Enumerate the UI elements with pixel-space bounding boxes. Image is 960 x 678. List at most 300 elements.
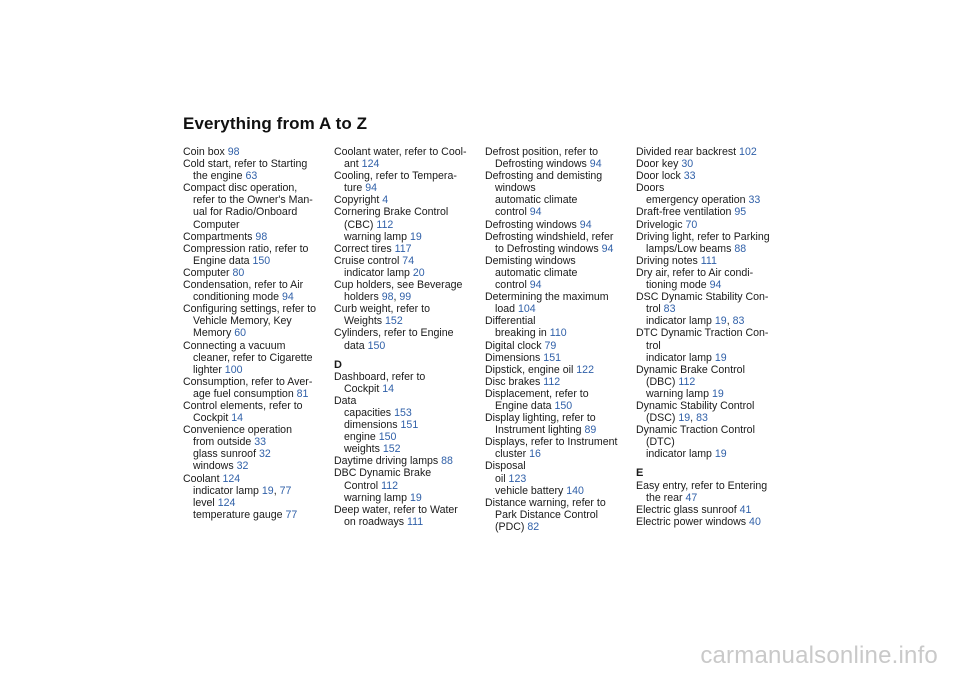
index-entry-text: Disc brakes xyxy=(485,375,544,388)
index-entry-text: Disposal xyxy=(485,460,526,473)
index-entry xyxy=(334,303,479,315)
index-entry xyxy=(183,219,328,231)
index-entry-text: Engine data xyxy=(495,399,555,412)
page-ref-link[interactable]: 94 xyxy=(529,206,542,219)
page-ref-link[interactable]: 32 xyxy=(258,448,271,461)
index-entry-text: temperature gauge xyxy=(193,508,286,521)
index-entry-text: to Defrosting windows xyxy=(495,242,602,255)
index-entry-text: Determining the maximum xyxy=(485,291,609,304)
index-entry xyxy=(334,146,479,158)
index-entry-text: Divided rear backrest xyxy=(636,146,740,158)
index-entry xyxy=(183,412,328,424)
index-entry-text: Deep water, refer to Water xyxy=(334,503,458,516)
index-entry xyxy=(636,194,781,206)
index-entry-text: Defrosting windows xyxy=(485,218,580,231)
index-entry xyxy=(485,146,630,158)
page-ref-link[interactable]: 88 xyxy=(441,455,453,468)
index-entry-text: warning lamp xyxy=(646,387,712,400)
index-entry xyxy=(183,279,328,291)
index-entry xyxy=(334,279,479,291)
index-entry-text: conditioning mode xyxy=(193,291,282,304)
index-entry-text: Dynamic Brake Control xyxy=(636,363,745,376)
index-entry xyxy=(485,376,630,388)
index-entry xyxy=(636,279,781,291)
page-ref-link[interactable]: 104 xyxy=(517,303,536,316)
index-entry xyxy=(636,255,781,267)
index-entry-text: automatic climate xyxy=(495,194,578,207)
page-ref-link[interactable]: 19 xyxy=(714,448,727,461)
page-ref-link[interactable]: 112 xyxy=(381,479,398,492)
index-entry-text: Instrument lighting xyxy=(495,424,585,437)
index-entry-text: lamps/Low beams xyxy=(646,242,735,255)
page-ref-link[interactable]: 124 xyxy=(217,496,236,509)
index-entry xyxy=(636,267,781,279)
index-entry xyxy=(636,504,781,516)
page-ref-link[interactable]: 94 xyxy=(589,158,602,171)
page-ref-link[interactable]: 124 xyxy=(361,158,380,171)
index-entry-text: Display lighting, refer to xyxy=(485,412,596,425)
index-entry xyxy=(485,473,630,485)
page-ref-link[interactable]: 152 xyxy=(385,315,403,328)
index-entry-text: Convenience operation xyxy=(183,424,292,437)
index-entry-text: (PDC) xyxy=(495,520,528,533)
index-entry-text: Defrosting windshield, refer xyxy=(485,230,614,243)
page-ref-link[interactable]: 79 xyxy=(544,339,557,352)
page-ref-link[interactable]: 140 xyxy=(566,484,584,497)
index-entry-text: holders xyxy=(344,291,382,304)
index-entry xyxy=(485,364,630,376)
index-entry xyxy=(636,219,781,231)
index-entry-text: Copyright xyxy=(334,194,383,207)
index-entry-text: Cylinders, refer to Engine xyxy=(334,327,454,340)
page-ref-link[interactable]: 95 xyxy=(734,206,747,219)
index-entry-text: breaking in xyxy=(495,327,550,340)
index-entry xyxy=(183,340,328,352)
index-entry-text: vehicle battery xyxy=(495,484,567,497)
index-entry-text: Cruise control xyxy=(334,254,403,267)
page-ref-link[interactable]: 74 xyxy=(402,254,415,267)
index-entry-text: Dynamic Stability Control xyxy=(636,399,755,412)
page-ref-link[interactable]: 30 xyxy=(681,158,694,171)
index-entry xyxy=(485,315,630,327)
index-entry xyxy=(334,206,479,218)
page-title: Everything from A to Z xyxy=(183,114,368,133)
index-entry-text: Engine data xyxy=(193,254,253,267)
index-entry xyxy=(334,516,479,528)
index-entry xyxy=(485,291,630,303)
index-entry xyxy=(485,424,630,436)
page-ref-link[interactable]: 111 xyxy=(407,515,424,528)
index-entry-text: Compartments xyxy=(183,230,256,243)
page-ref-link[interactable]: 19 xyxy=(409,491,422,504)
index-entry xyxy=(334,407,479,419)
index-entry xyxy=(334,291,479,303)
page-ref-link[interactable]: 33 xyxy=(254,436,267,449)
index-entry xyxy=(636,340,781,352)
index-entry xyxy=(485,448,630,460)
index-entry xyxy=(183,327,328,339)
page-ref-link[interactable]: 94 xyxy=(579,218,592,231)
index-entry-text: Configuring settings, refer to xyxy=(183,303,317,316)
page-ref-link[interactable]: 70 xyxy=(685,218,698,231)
index-entry-text: Connecting a vacuum xyxy=(183,339,286,352)
page-ref-link[interactable]: 88 xyxy=(734,242,747,255)
index-entry-text: Cup holders, see Beverage xyxy=(334,279,463,292)
index-entry xyxy=(485,267,630,279)
page-ref-link[interactable]: 14 xyxy=(382,382,395,395)
page-ref-separator: , xyxy=(726,315,733,328)
index-entry xyxy=(334,158,479,170)
index-entry-text: weights xyxy=(344,443,383,456)
index-entry-text: engine xyxy=(344,431,379,444)
page-ref-link[interactable]: 150 xyxy=(554,399,573,412)
page-ref-link[interactable]: 112 xyxy=(678,375,696,388)
page-ref-link[interactable]: 111 xyxy=(700,254,717,267)
index-entry xyxy=(334,467,479,479)
index-entry-text: Dry air, refer to Air condi- xyxy=(636,266,754,279)
index-column-2 xyxy=(334,146,479,528)
page-ref-link[interactable]: 122 xyxy=(576,363,594,376)
index-entry-text: ture xyxy=(344,182,366,195)
index-entry xyxy=(636,436,781,448)
index-entry xyxy=(334,371,479,383)
page-ref-link[interactable]: 124 xyxy=(222,472,241,485)
index-entry-text: on roadways xyxy=(344,515,408,528)
index-entry-text: Drivelogic xyxy=(636,218,686,231)
index-entry-text: Demisting windows xyxy=(485,254,576,267)
index-entry-text: Memory xyxy=(193,327,235,340)
index-entry xyxy=(183,267,328,279)
index-entry xyxy=(183,352,328,364)
page-ref-link[interactable]: 150 xyxy=(252,254,271,267)
page-ref-link[interactable]: 80 xyxy=(232,266,245,279)
index-entry xyxy=(636,412,781,424)
page-ref-link[interactable]: 94 xyxy=(365,182,377,195)
page-ref-link[interactable]: 89 xyxy=(584,424,597,437)
page-ref-link[interactable]: 19 xyxy=(261,484,274,497)
index-entry xyxy=(183,448,328,460)
index-entry xyxy=(334,480,479,492)
index-entry xyxy=(183,424,328,436)
page-ref-link[interactable]: 81 xyxy=(296,387,309,400)
page-ref-link[interactable]: 94 xyxy=(709,279,722,292)
index-entry-text: Cold start, refer to Starting xyxy=(183,158,308,171)
page-ref-link[interactable]: 123 xyxy=(508,472,527,485)
index-entry xyxy=(485,400,630,412)
index-entry xyxy=(636,315,781,327)
index-entry xyxy=(183,497,328,509)
index-entry-text: capacities xyxy=(344,406,395,419)
index-letter-heading xyxy=(636,467,781,479)
index-entry xyxy=(636,400,781,412)
index-entry-text: Condensation, refer to Air xyxy=(183,279,304,292)
page-ref-link[interactable]: 100 xyxy=(224,363,243,376)
index-entry xyxy=(183,158,328,170)
index-entry xyxy=(485,352,630,364)
index-entry xyxy=(334,315,479,327)
index-entry xyxy=(183,509,328,521)
index-entry-text: cleaner, refer to Cigarette xyxy=(193,351,313,364)
index-entry xyxy=(485,509,630,521)
index-entry-text: Cornering Brake Control xyxy=(334,206,449,219)
index-entry xyxy=(485,206,630,218)
page-ref-link[interactable]: 33 xyxy=(748,194,761,207)
index-entry-text: Driving light, refer to Parking xyxy=(636,230,770,243)
page-ref-link[interactable]: 33 xyxy=(683,170,696,183)
index-entry-text: D xyxy=(334,358,342,371)
page-ref-link[interactable]: 151 xyxy=(543,351,561,364)
index-entry xyxy=(334,219,479,231)
index-entry-text: indicator lamp xyxy=(646,315,715,328)
index-entry-text: load xyxy=(495,303,518,316)
index-entry xyxy=(183,243,328,255)
index-entry xyxy=(334,455,479,467)
page-ref-link[interactable]: 150 xyxy=(367,339,386,352)
index-entry xyxy=(183,255,328,267)
index-entry xyxy=(183,291,328,303)
index-entry-text: E xyxy=(636,467,644,480)
index-entry-text: (DBC) xyxy=(646,375,679,388)
index-entry xyxy=(636,231,781,243)
index-entry-text: Draft-free ventilation xyxy=(636,206,735,219)
index-entry-text: control xyxy=(495,279,530,292)
index-entry-text: ant xyxy=(344,158,362,171)
index-entry xyxy=(183,231,328,243)
index-entry xyxy=(636,424,781,436)
index-entry-text: Dynamic Traction Control xyxy=(636,424,755,437)
index-entry-text: dimensions xyxy=(344,419,401,432)
index-entry xyxy=(183,182,328,194)
index-entry-text: Coin box xyxy=(183,146,228,158)
page-ref-link[interactable]: 77 xyxy=(285,508,298,521)
page-ref-link[interactable]: 151 xyxy=(400,419,419,432)
index-entry xyxy=(636,492,781,504)
index-entry-text: Driving notes xyxy=(636,254,701,267)
index-entry-text: Control xyxy=(344,479,382,492)
index-entry xyxy=(636,170,781,182)
index-entry-text: control xyxy=(495,206,530,219)
index-entry xyxy=(334,419,479,431)
index-entry-text: Electric glass sunroof xyxy=(636,503,740,516)
index-entry-text: (CBC) xyxy=(344,218,377,231)
index-entry-text: (DTC) xyxy=(646,436,675,449)
index-entry xyxy=(183,485,328,497)
page-ref-link[interactable]: 94 xyxy=(601,242,614,255)
index-entry-text: indicator lamp xyxy=(646,448,715,461)
index-entry-text: Dimensions xyxy=(485,351,544,364)
index-entry xyxy=(636,516,781,528)
index-entry xyxy=(334,504,479,516)
page-ref-link[interactable]: 14 xyxy=(231,412,244,425)
page-ref-link[interactable]: 152 xyxy=(382,443,401,456)
page-ref-link[interactable]: 63 xyxy=(245,170,258,183)
index-entry-text: Defrosting windows xyxy=(495,158,590,171)
index-entry-text: Electric power windows xyxy=(636,515,750,528)
page-ref-link[interactable]: 112 xyxy=(543,375,561,388)
index-entry-text: automatic climate xyxy=(495,266,578,279)
index-entry xyxy=(485,279,630,291)
page-ref-link[interactable]: 94 xyxy=(281,291,294,304)
index-entry xyxy=(485,158,630,170)
index-entry xyxy=(334,395,479,407)
index-entry-text: Consumption, refer to Aver- xyxy=(183,375,313,388)
page-ref-link[interactable]: 153 xyxy=(394,406,412,419)
index-entry-text: glass sunroof xyxy=(193,448,259,461)
index-entry-text: data xyxy=(344,339,368,352)
index-entry xyxy=(334,431,479,443)
page-ref-separator: , xyxy=(273,484,280,497)
index-entry-text: Differential xyxy=(485,315,536,328)
index-entry-text: Weights xyxy=(344,315,386,328)
index-entry xyxy=(334,170,479,182)
index-entry-text: indicator lamp xyxy=(646,351,715,364)
index-entry-text: tioning mode xyxy=(646,279,710,292)
index-entry-text: Compact disc operation, xyxy=(183,182,298,195)
index-entry xyxy=(636,206,781,218)
index-entry-text: Computer xyxy=(183,266,233,279)
index-entry-text: Displays, refer to Instrument xyxy=(485,436,618,449)
index-entry xyxy=(636,303,781,315)
page-ref-link[interactable]: 102 xyxy=(739,146,757,158)
index-entry xyxy=(334,492,479,504)
index-entry-text: Curb weight, refer to xyxy=(334,303,430,316)
index-entry xyxy=(636,146,781,158)
index-entry xyxy=(636,448,781,460)
index-entry xyxy=(334,255,479,267)
index-entry xyxy=(183,388,328,400)
page-ref-link[interactable]: 19 xyxy=(711,387,724,400)
index-entry-text: Digital clock xyxy=(485,339,545,352)
page-ref-link[interactable]: 16 xyxy=(529,448,541,461)
index-entry-text: Correct tires xyxy=(334,242,395,255)
page-ref-link[interactable]: 98 xyxy=(255,230,268,243)
index-entry-text: age fuel consumption xyxy=(193,387,297,400)
index-entry-text: Displacement, refer to xyxy=(485,387,589,400)
index-entry-text: Cockpit xyxy=(193,412,232,425)
index-entry xyxy=(485,340,630,352)
page-ref-link[interactable]: 20 xyxy=(412,266,425,279)
page-ref-link[interactable]: 98 xyxy=(227,146,240,158)
index-entry-text: indicator lamp xyxy=(193,484,262,497)
index-entry xyxy=(183,206,328,218)
page-ref-link[interactable]: 41 xyxy=(739,503,752,516)
index-entry xyxy=(183,473,328,485)
page-ref-link[interactable]: 83 xyxy=(696,412,708,425)
index-entry-text: level xyxy=(193,496,218,509)
index-entry xyxy=(183,315,328,327)
index-entry xyxy=(183,194,328,206)
page-ref-link[interactable]: 82 xyxy=(527,520,540,533)
index-entry-text: warning lamp xyxy=(344,230,410,243)
index-entry-text: Park Distance Control xyxy=(495,508,599,521)
index-entry-text: oil xyxy=(495,472,509,485)
page-ref-link[interactable]: 83 xyxy=(663,303,676,316)
page-ref-link[interactable]: 32 xyxy=(236,460,249,473)
index-entry xyxy=(485,255,630,267)
index-entry-text: Distance warning, refer to xyxy=(485,496,606,509)
index-entry-text: trol xyxy=(646,339,661,352)
index-entry-text: Doors xyxy=(636,182,665,195)
index-entry xyxy=(183,170,328,182)
index-entry xyxy=(485,303,630,315)
index-entry xyxy=(485,485,630,497)
index-entry-text: DBC Dynamic Brake xyxy=(334,467,432,480)
page-ref-link[interactable]: 77 xyxy=(279,484,292,497)
index-entry-text: Cockpit xyxy=(344,382,383,395)
index-entry xyxy=(636,243,781,255)
page-ref-link[interactable]: 112 xyxy=(376,218,394,231)
page-ref-link[interactable]: 94 xyxy=(529,279,542,292)
index-entry xyxy=(334,194,479,206)
index-entry-text: the rear xyxy=(646,491,686,504)
page-ref-link[interactable]: 47 xyxy=(685,491,698,504)
index-entry xyxy=(636,327,781,339)
index-entry xyxy=(485,436,630,448)
index-entry-text: windows xyxy=(495,182,536,195)
index-entry xyxy=(183,364,328,376)
index-entry-text: Door key xyxy=(636,158,682,171)
page-ref-link[interactable]: 60 xyxy=(234,327,246,340)
page-ref-separator: , xyxy=(393,291,400,304)
index-entry xyxy=(485,521,630,533)
index-entry-text: Compression ratio, refer to xyxy=(183,242,309,255)
page-ref-link[interactable]: 19 xyxy=(678,412,691,425)
index-entry xyxy=(183,400,328,412)
index-entry xyxy=(485,460,630,472)
index-entry-text: (DSC) xyxy=(646,412,679,425)
index-letter-heading xyxy=(334,359,479,371)
index-entry xyxy=(636,158,781,170)
index-entry-text: emergency operation xyxy=(646,194,749,207)
index-entry xyxy=(485,388,630,400)
page-ref-link[interactable]: 40 xyxy=(749,515,761,528)
page-ref-link[interactable]: 98 xyxy=(381,291,394,304)
index-entry-text: Defrost position, refer to xyxy=(485,146,599,158)
index-entry xyxy=(485,243,630,255)
index-entry xyxy=(183,436,328,448)
index-column-1 xyxy=(183,146,328,521)
index-entry-text: warning lamp xyxy=(344,491,410,504)
index-entry-text: Control elements, refer to xyxy=(183,399,303,412)
index-entry xyxy=(334,267,479,279)
index-entry xyxy=(485,194,630,206)
page-ref-link[interactable]: 99 xyxy=(399,291,412,304)
page-ref-link[interactable]: 110 xyxy=(549,327,567,340)
index-column-4 xyxy=(636,146,781,528)
page-ref-link[interactable]: 150 xyxy=(378,431,397,444)
index-entry xyxy=(183,303,328,315)
page-ref-link[interactable]: 19 xyxy=(714,315,727,328)
index-entry-text: cluster xyxy=(495,448,530,461)
page-ref-link[interactable]: 4 xyxy=(382,194,389,207)
index-entry-text: Dashboard, refer to xyxy=(334,370,426,383)
page-ref-link[interactable]: 117 xyxy=(394,242,412,255)
index-entry-text: indicator lamp xyxy=(344,266,413,279)
index-entry-text: Cooling, refer to Tempera- xyxy=(334,170,457,183)
index-entry-text: Data xyxy=(334,394,357,407)
page-ref-link[interactable]: 19 xyxy=(714,351,727,364)
index-entry-text: Coolant xyxy=(183,472,223,485)
index-entry-text: refer to the Owner's Man- xyxy=(193,194,313,207)
page-ref-separator: , xyxy=(690,412,697,425)
index-entry-text: the engine xyxy=(193,170,246,183)
index-entry-text: windows xyxy=(193,460,237,473)
page-ref-link[interactable]: 83 xyxy=(732,315,745,328)
index-entry xyxy=(636,352,781,364)
index-entry xyxy=(334,383,479,395)
page-ref-link[interactable]: 19 xyxy=(409,230,422,243)
index-entry xyxy=(334,327,479,339)
